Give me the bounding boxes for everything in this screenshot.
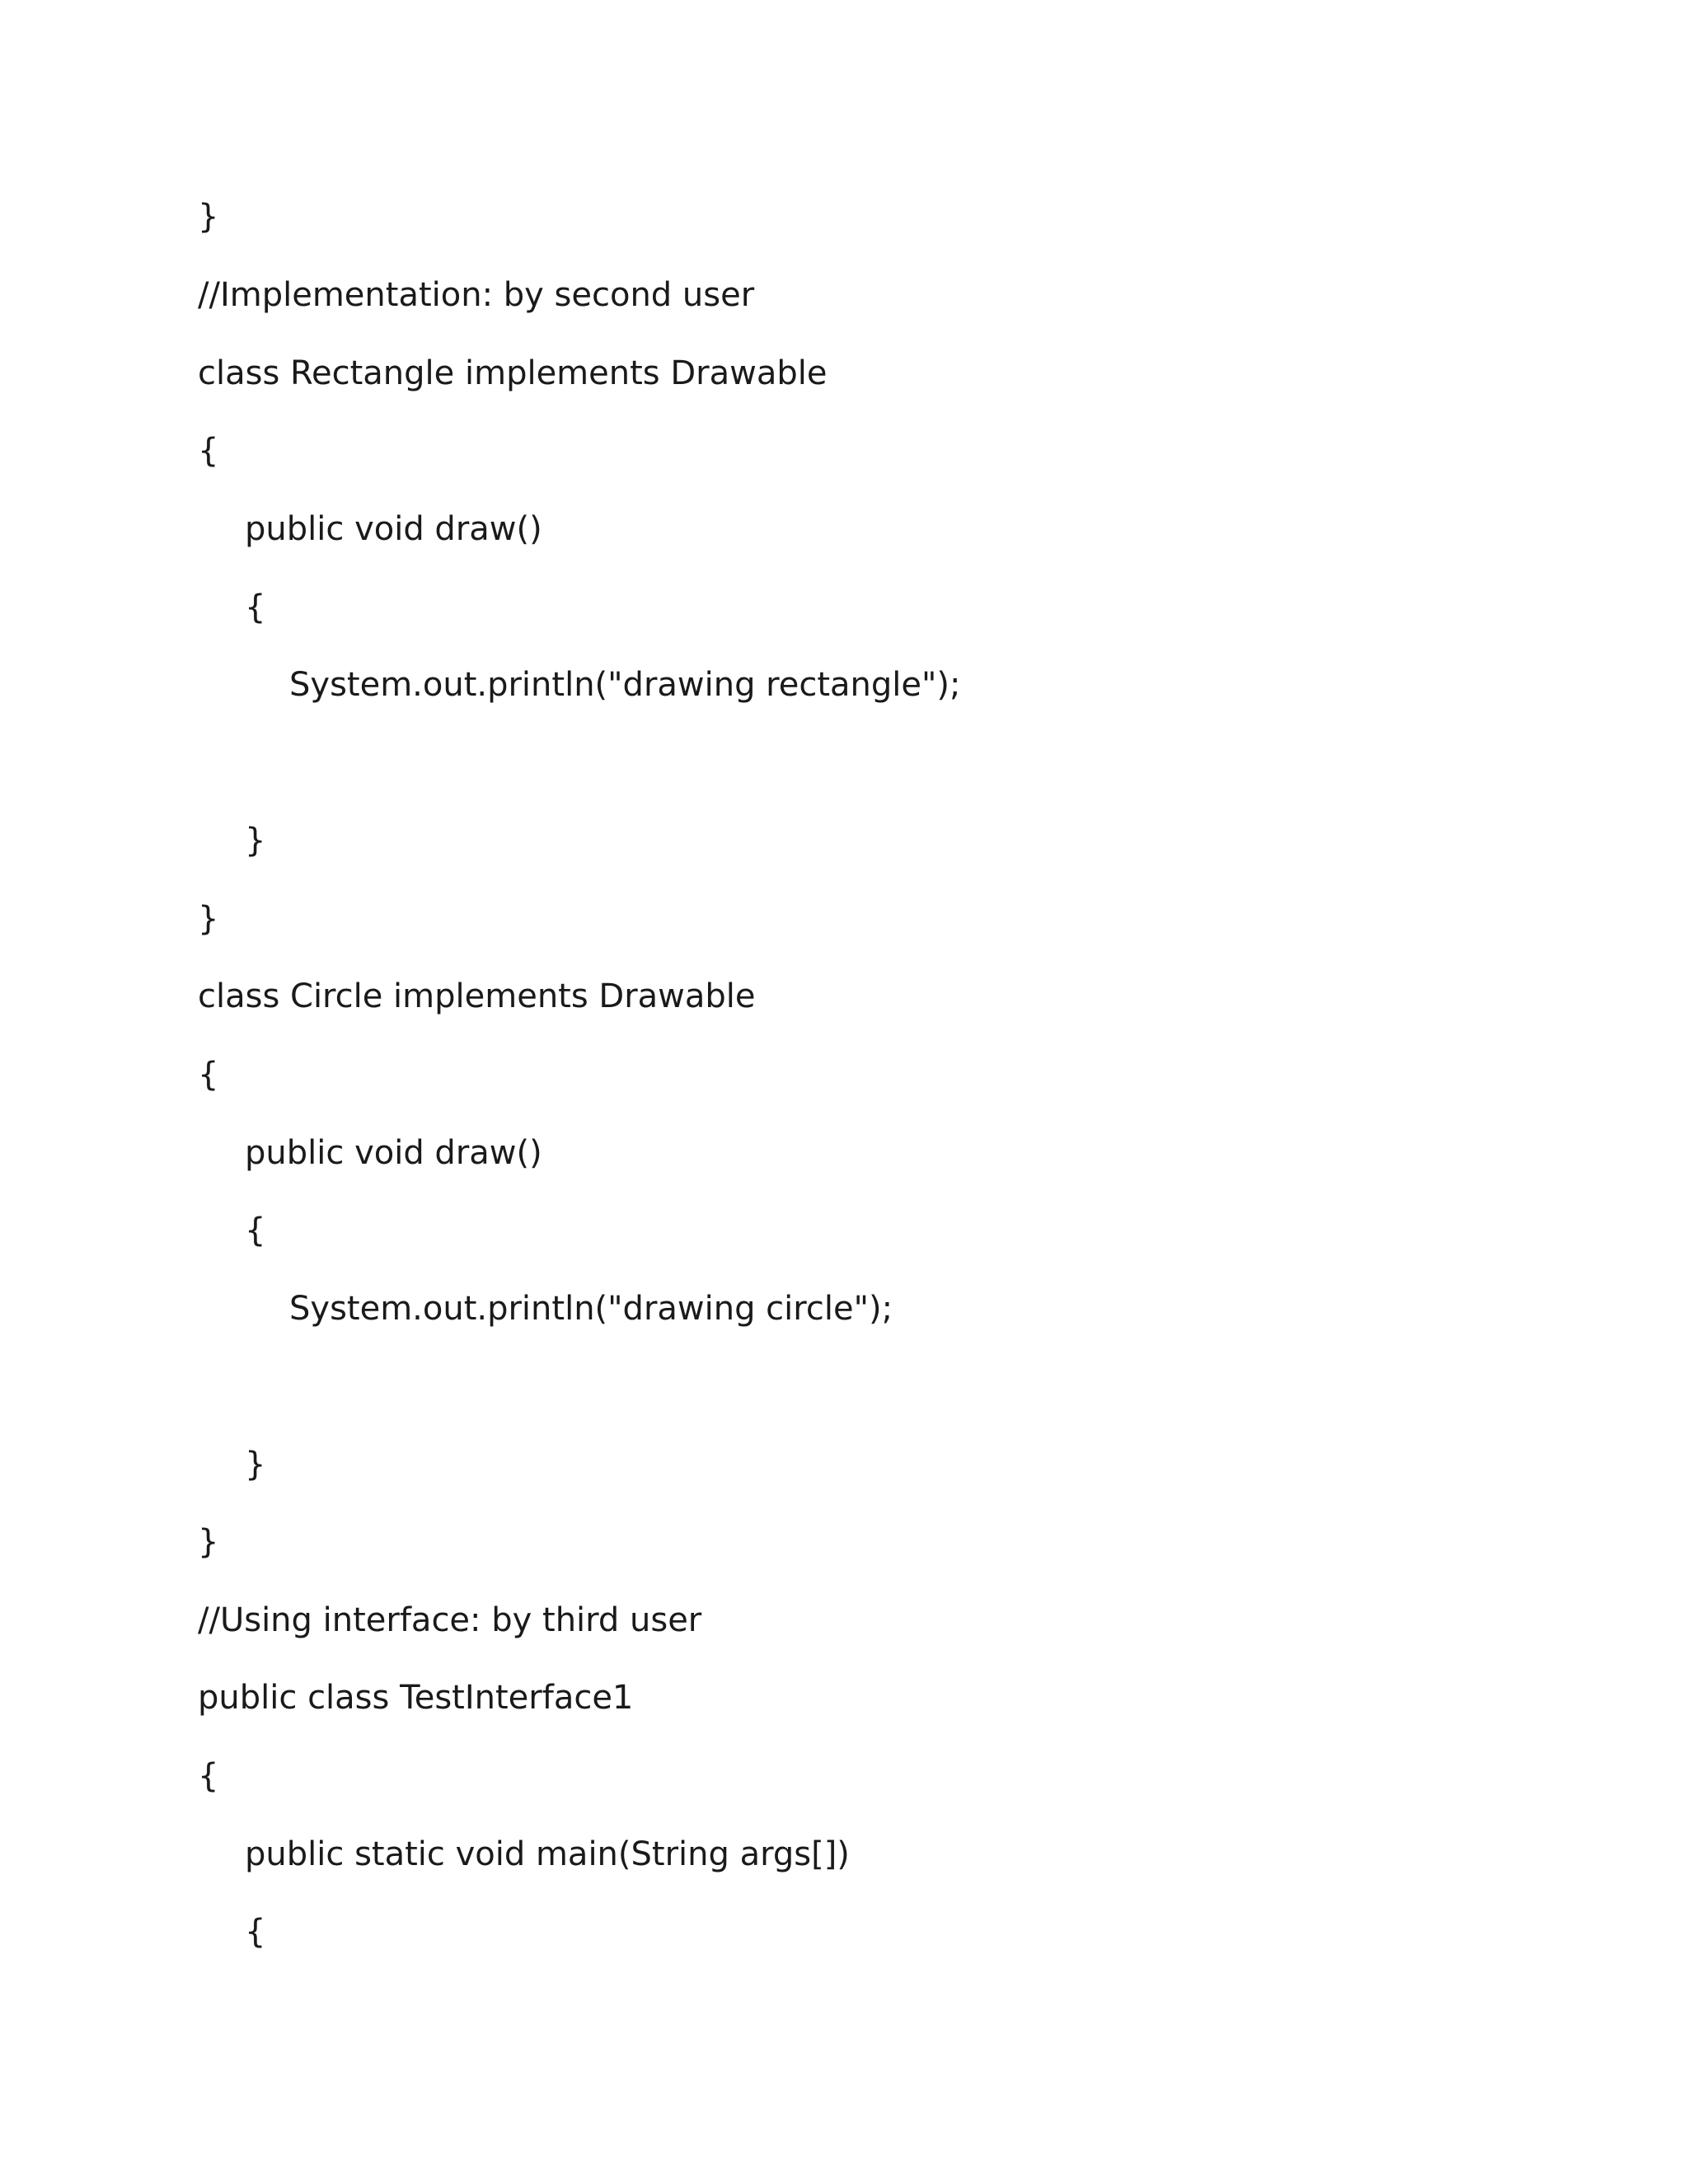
code-line-open-brace: { (245, 1913, 266, 1951)
code-line-open-brace: { (198, 1757, 219, 1795)
code-line-println-circle: System.out.println("drawing circle"); (289, 1290, 893, 1328)
code-line-open-brace: { (198, 1056, 219, 1094)
code-line-closing-brace: } (198, 900, 219, 938)
code-line-open-brace: { (198, 432, 219, 470)
code-line-method-draw: public void draw() (245, 1134, 542, 1172)
code-comment-implementation: //Implementation: by second user (198, 276, 755, 314)
code-comment-using-interface: //Using interface: by third user (198, 1601, 702, 1639)
code-line-closing-brace: } (198, 198, 219, 236)
code-line-closing-brace: } (245, 822, 266, 860)
code-line-main-method: public static void main(String args[]) (245, 1835, 850, 1873)
code-line-println-rectangle: System.out.println("drawing rectangle"); (289, 666, 961, 704)
code-line-closing-brace: } (245, 1446, 266, 1483)
code-line-closing-brace: } (198, 1523, 219, 1561)
code-line-method-draw: public void draw() (245, 510, 542, 548)
code-line-open-brace: { (245, 588, 266, 626)
code-line-open-brace: { (245, 1212, 266, 1249)
code-line-class-rectangle: class Rectangle implements Drawable (198, 354, 828, 392)
code-line-class-circle: class Circle implements Drawable (198, 977, 756, 1015)
code-line-class-testinterface: public class TestInterface1 (198, 1679, 634, 1717)
